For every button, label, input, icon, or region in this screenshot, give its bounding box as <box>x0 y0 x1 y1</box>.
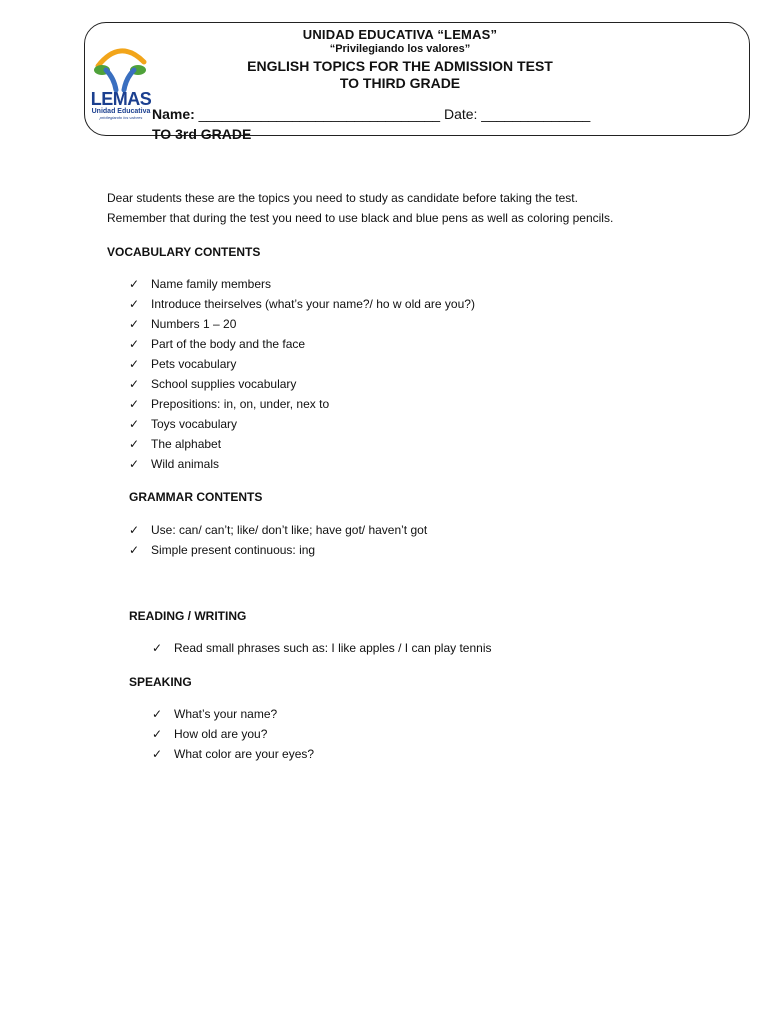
check-icon: ✓ <box>129 357 140 371</box>
name-date-row <box>152 106 590 122</box>
logo-subtitle: Unidad Educativa <box>91 108 151 115</box>
check-icon: ✓ <box>129 543 140 557</box>
check-icon: ✓ <box>152 747 163 761</box>
name-blank-field[interactable]: _______________________________ <box>194 106 444 122</box>
intro-line-2: Remember that during the test you need to use black and blue pens as well as coloring pencils. <box>107 211 614 225</box>
check-icon: ✓ <box>152 707 163 721</box>
check-icon: ✓ <box>129 277 140 291</box>
check-icon: ✓ <box>152 641 163 655</box>
check-icon: ✓ <box>129 437 140 451</box>
check-icon: ✓ <box>129 417 140 431</box>
date-blank-field[interactable]: ______________ <box>477 106 591 122</box>
reading-writing-heading: READING / WRITING <box>129 609 247 623</box>
check-icon: ✓ <box>129 297 140 311</box>
check-icon: ✓ <box>129 337 140 351</box>
logo-wordmark: LEMAS <box>90 89 152 109</box>
grade-line: TO 3rd GRADE <box>152 126 252 142</box>
check-icon: ✓ <box>129 377 140 391</box>
school-motto: “Privilegiando los valores” <box>329 43 471 55</box>
grammar-heading: GRAMMAR CONTENTS <box>129 490 263 504</box>
date-label: Date: <box>443 106 478 122</box>
speaking-heading: SPEAKING <box>129 675 192 689</box>
document-page: LEMAS Unidad Educativa privilegiando los valores UNIDAD EDUCATIVA “LEMAS” “Privilegiando los valores” ENGLISH TOPICS FOR THE ADMISSION TEST TO THIRD GRADE Name: _______________________________ Date: ______________ TO 3rd GRADE Dear students these are the topics you need to study as candidate before taking the test. Remember that during the test you need to use black and blue pens as well as coloring pencils. VOCABULARY CONTENTS ✓ Name family members ✓ Introduce theirselves (what’s your name?/ ho w old are you?) ✓ Numbers 1 – 20 ✓ Part of the body and the face ✓ Pets vocabulary ✓ School supplies vocabulary ✓ Prepositions: in, on, under, nex to ✓ Toys vocabulary ✓ The alphabet ✓ Wild animals GRAMMAR CONTENTS ✓ Use: can/ can’t; like/ don’t like; have got/ haven’t got ✓ Simple present continuous: ing READING / WRITING ✓ Read small phrases such as: I like apples / I can play tennis SPEAKING ✓ What’s your name? ✓ How old are you? ✓ What color are your eyes? <box>0 0 768 1024</box>
intro-line-1: Dear students these are the topics you need to study as candidate before taking the test. <box>107 191 578 205</box>
check-icon: ✓ <box>152 727 163 741</box>
document-title-line1: ENGLISH TOPICS FOR THE ADMISSION TEST <box>247 58 553 74</box>
check-icon: ✓ <box>129 317 140 331</box>
name-label: Name: <box>152 106 195 122</box>
check-icon: ✓ <box>129 523 140 537</box>
vocabulary-heading: VOCABULARY CONTENTS <box>107 245 261 259</box>
check-icon: ✓ <box>129 397 140 411</box>
document-title-line2: TO THIRD GRADE <box>339 75 461 91</box>
check-icon: ✓ <box>129 457 140 471</box>
logo-tagline: privilegiando los valores <box>99 115 143 120</box>
school-name: UNIDAD EDUCATIVA “LEMAS” <box>302 27 498 42</box>
